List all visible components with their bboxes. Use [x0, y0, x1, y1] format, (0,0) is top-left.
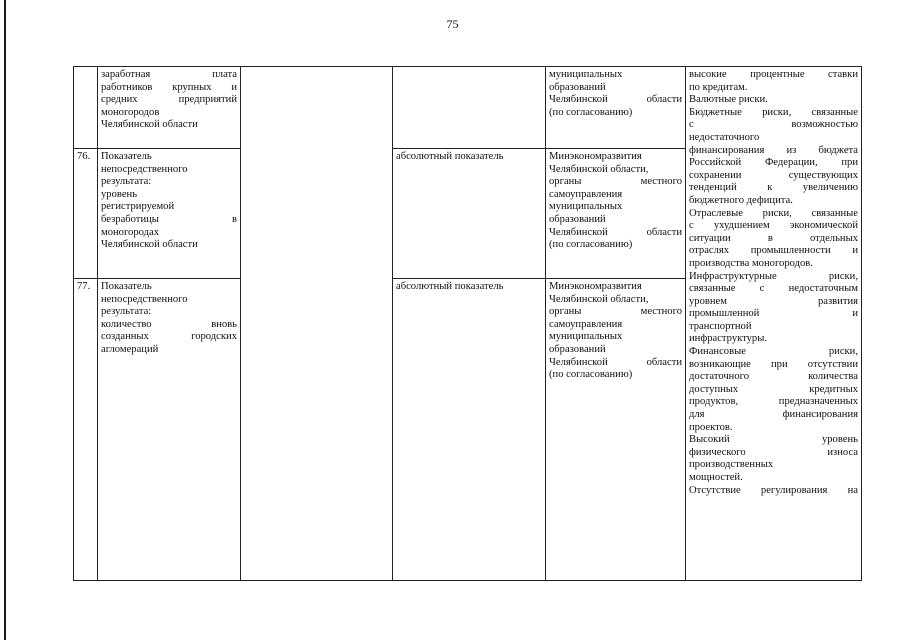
risk-line: тенденций к увеличению: [689, 182, 858, 194]
risk-line: с возможностью: [689, 119, 858, 131]
indicator-name-line: Показатель: [101, 281, 152, 292]
executor-line: (по согласованию): [549, 106, 633, 118]
executor-line: муниципальных: [549, 69, 623, 80]
risk-line: бюджетного дефицита.: [689, 194, 793, 206]
indicator-name-line: результата:: [101, 176, 152, 188]
indicator-name-cell: [98, 279, 241, 581]
indicator-name-line: безработицы в: [101, 213, 237, 225]
risk-line: возникающие при отсутствии: [689, 358, 858, 370]
indicator-type-cell: абсолютный показатель: [393, 279, 546, 581]
row-number-cell: 77.: [74, 279, 98, 581]
risk-line: для финансирования: [689, 409, 858, 421]
risk-line: Валютные риски.: [689, 94, 768, 106]
executor-line: (по согласованию): [549, 369, 633, 381]
risk-line: отраслях промышленности и: [689, 245, 858, 257]
risk-line: достаточного количества: [689, 371, 858, 383]
risk-line: финансирования из бюджета: [689, 144, 858, 156]
indicator-name-line: непосредственного: [101, 163, 188, 175]
executor-cell: [546, 279, 686, 581]
indicator-name-line: результата:: [101, 306, 152, 318]
risk-line: Российской Федерации, при: [689, 157, 858, 169]
risk-line: с ухудшением экономической: [689, 220, 858, 232]
risk-line: связанные с недостаточным: [689, 283, 858, 295]
risk-line: доступных кредитных: [689, 383, 858, 395]
executor-line: Минэкономразвития: [549, 151, 642, 162]
executor-line: Челябинской области,: [549, 163, 649, 175]
risk-line: проектов.: [689, 421, 733, 433]
page-number: 75: [446, 17, 459, 31]
risk-line: Бюджетные риски, связанные: [689, 106, 858, 118]
executor-line: Челябинской области,: [549, 293, 649, 305]
indicator-name-line: регистрируемой: [101, 201, 175, 213]
indicator-name-line: количество вновь: [101, 318, 237, 330]
indicator-name-line: Челябинской области: [101, 239, 198, 251]
risk-line: мощностей.: [689, 472, 743, 483]
risk-line: сохранении существующих: [689, 169, 858, 181]
executor-line: Челябинской области: [549, 94, 682, 106]
indicator-type-cell: [393, 67, 546, 149]
indicator-name-line: уровень: [101, 188, 138, 200]
indicator-name-line: Показатель: [101, 151, 152, 162]
risk-line: транспортной: [689, 320, 752, 332]
indicator-name-line: моногородах: [101, 226, 160, 238]
executor-cell: [546, 67, 686, 149]
executor-line: самоуправления: [549, 188, 623, 200]
risk-line: инфраструктуры.: [689, 333, 767, 345]
indicator-name-line: агломераций: [101, 343, 159, 355]
indicator-name-line: средних предприятий: [101, 94, 237, 106]
executor-line: органы местного: [549, 306, 682, 318]
executor-line: органы местного: [549, 176, 682, 188]
indicator-type-cell: абсолютный показатель: [393, 149, 546, 279]
risk-line: ситуации в отдельных: [689, 232, 858, 244]
indicator-name-line: заработная плата: [101, 69, 237, 80]
risk-line: Отраслевые риски, связанные: [689, 207, 858, 219]
executor-line: Челябинской области: [549, 226, 682, 238]
executor-line: образований: [549, 81, 606, 93]
executor-cell: [546, 149, 686, 279]
risk-line: недостаточного: [689, 131, 760, 143]
risk-line: физического износа: [689, 446, 858, 458]
risk-line: производства моногородов.: [689, 257, 813, 269]
indicator-name-cell: [98, 67, 241, 149]
risk-line: Инфраструктурные риски,: [689, 270, 858, 282]
executor-line: самоуправления: [549, 318, 623, 330]
risk-line: высокие процентные ставки: [689, 69, 858, 80]
indicator-name-line: работников крупных и: [101, 81, 237, 93]
risk-line: уровнем развития: [689, 295, 858, 307]
table-row: [74, 67, 862, 149]
row-number-cell: [74, 67, 98, 149]
risk-line: Отсутствие регулирования на: [689, 484, 858, 496]
executor-line: образований: [549, 343, 606, 355]
executor-line: Челябинской области: [549, 356, 682, 368]
executor-line: образований: [549, 213, 606, 225]
risk-line: Высокий уровень: [689, 434, 858, 446]
risk-line: промышленной и: [689, 308, 858, 320]
risk-line: продуктов, предназначенных: [689, 396, 858, 408]
risk-line: производственных: [689, 459, 774, 471]
executor-line: муниципальных: [549, 201, 623, 213]
executor-line: муниципальных: [549, 331, 623, 343]
indicator-name-line: Челябинской области: [101, 119, 198, 131]
indicator-name-cell: [98, 149, 241, 279]
indicators-table: [73, 66, 862, 581]
executor-line: (по согласованию): [549, 239, 633, 251]
risk-line: Финансовые риски,: [689, 346, 858, 358]
page-left-edge: [4, 0, 6, 640]
executor-line: Минэкономразвития: [549, 281, 642, 292]
risk-line: по кредитам.: [689, 81, 748, 93]
row-number-cell: 76.: [74, 149, 98, 279]
risks-cell: [686, 67, 862, 581]
indicator-name-line: непосредственного: [101, 293, 188, 305]
indicator-name-line: моногородов: [101, 106, 160, 118]
empty-column-cell: [241, 67, 393, 581]
indicator-name-line: созданных городских: [101, 331, 237, 343]
